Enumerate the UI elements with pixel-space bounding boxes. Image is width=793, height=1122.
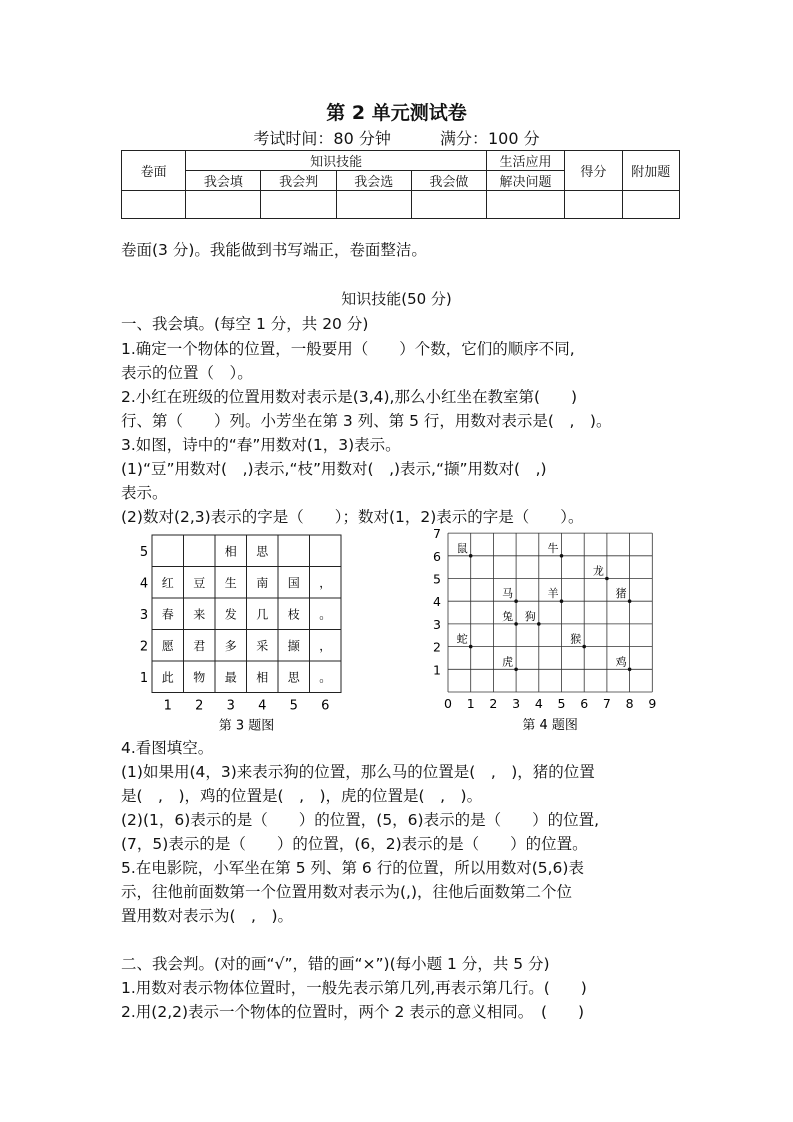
exam-time: 考试时间：80 分钟 — [253, 129, 391, 148]
fig4-y-label: 2 — [433, 639, 441, 655]
fig3-char: 采 — [256, 638, 269, 653]
score-cell[interactable] — [186, 191, 261, 219]
score-table — [121, 150, 680, 219]
question-line: 1.确定一个物体的位置，一般要用（ ）个数，它们的顺序不同, — [121, 340, 575, 358]
fig3-char: 最 — [224, 670, 237, 685]
fig4-point — [628, 668, 632, 672]
fig4-y-label: 6 — [433, 548, 441, 564]
question-line: 2.小红在班级的位置用数对表示是(3,4),那么小红坐在教室第( ) — [121, 388, 578, 406]
sub-header: 我会填 — [186, 171, 261, 191]
fig3-char: 相 — [224, 544, 237, 559]
fig4-y-label: 5 — [433, 571, 441, 587]
fig3-col-label: 4 — [258, 698, 267, 714]
fig3-char: 愿 — [161, 638, 174, 653]
fig4-animal-label: 龙 — [592, 564, 604, 578]
question-line: 表示。 — [121, 484, 168, 502]
fig3-content — [140, 535, 341, 734]
fig3-char: 。 — [319, 670, 332, 685]
fig3-char: 此 — [161, 670, 174, 685]
zhishi-header: 知识技能 — [186, 151, 487, 171]
score-cell[interactable] — [336, 191, 411, 219]
fig3-char: 南 — [256, 575, 269, 590]
fig3-row-label: 2 — [139, 639, 149, 655]
score-cell[interactable] — [565, 191, 622, 219]
fig4-y-label: 3 — [433, 616, 441, 632]
question-line: 置用数对表示为( , )。 — [121, 907, 294, 925]
fig4-point — [560, 554, 564, 558]
sub-header: 解决问题 — [487, 171, 565, 191]
fig4-animal-label: 狗 — [524, 609, 536, 623]
fig4-x-label: 2 — [489, 696, 498, 711]
fig4-animal-label: 马 — [502, 587, 514, 601]
fig4-animal-label: 牛 — [547, 541, 559, 555]
question-line: 1.用数对表示物体位置时，一般先表示第几列,再表示第几行。( ) — [121, 979, 587, 997]
fig4-point — [582, 645, 586, 649]
score-cell[interactable] — [122, 191, 186, 219]
section-title: 知识技能(50 分) — [341, 290, 452, 308]
question-line: 5.在电影院，小军坐在第 5 列、第 6 行的位置，所以用数对(5,6)表 — [121, 859, 584, 877]
full-score: 满分：100 分 — [439, 129, 540, 148]
fig4-x-label: 8 — [625, 696, 634, 711]
fig3-char: 多 — [224, 638, 237, 653]
fig3-char: 国 — [287, 575, 300, 590]
question-line: (2)(1，6)表示的是（ ）的位置，(5，6)表示的是（ ）的位置, — [121, 811, 600, 829]
fig4-animal-label: 蛇 — [456, 632, 468, 646]
fig3-char: ， — [319, 638, 332, 653]
fig3-col-label: 2 — [195, 698, 204, 714]
fig4-animal-grid — [425, 528, 675, 735]
sub-header: 我会做 — [411, 171, 486, 191]
fujia-header: 附加题 — [622, 151, 679, 191]
fig3-char: 生 — [224, 575, 237, 590]
sub-header: 我会选 — [336, 171, 411, 191]
fig3-char: 几 — [256, 607, 269, 622]
fig4-animal-label: 鸡 — [615, 655, 627, 669]
fig3-char: 豆 — [193, 575, 206, 590]
shenghuo-header: 生活应用 — [487, 151, 565, 171]
fig3-caption: 第 3 题图 — [218, 718, 275, 734]
defen-header: 得分 — [565, 151, 622, 191]
fig3-char: 相 — [256, 670, 269, 685]
fig4-point — [605, 577, 609, 581]
fig3-char: ， — [319, 575, 332, 590]
question-line: 4.看图填空。 — [121, 739, 214, 757]
fig4-point — [514, 668, 518, 672]
question-line: 2.用(2,2)表示一个物体的位置时，两个 2 表示的意义相同。 ( ) — [121, 1003, 585, 1021]
fig3-row-label: 4 — [139, 576, 149, 592]
fig4-y-label: 1 — [433, 662, 441, 678]
fig3-col-label: 3 — [226, 698, 235, 714]
question-line: 3.如图，诗中的“春”用数对(1，3)表示。 — [121, 436, 401, 454]
fig4-point — [514, 622, 518, 626]
question-line: (7，5)表示的是（ ）的位置，(6，2)表示的是（ ）的位置。 — [121, 835, 588, 853]
exam-info — [0, 126, 793, 149]
fig3-char: 枝 — [287, 607, 300, 622]
fig3-col-label: 5 — [289, 698, 298, 714]
fig3-char: 撷 — [287, 638, 300, 653]
fig4-point — [469, 645, 473, 649]
score-cell[interactable] — [411, 191, 486, 219]
fig4-point — [469, 554, 473, 558]
fig4-animal-label: 猪 — [615, 587, 627, 601]
fig3-col-label: 1 — [163, 698, 172, 714]
fig3-col-label: 6 — [321, 698, 330, 714]
fig3-row-label: 5 — [139, 544, 149, 560]
question-line: 表示的位置（ ）。 — [121, 364, 253, 382]
fig4-x-label: 5 — [557, 696, 566, 711]
fig4-x-label: 3 — [512, 696, 521, 711]
fig4-animal-label: 羊 — [547, 587, 559, 601]
fig4-animal-label: 鼠 — [456, 541, 468, 555]
question-line: (2)数对(2,3)表示的字是（ ）；数对(1，2)表示的字是（ ）。 — [121, 508, 584, 526]
fig3-char: 。 — [319, 607, 332, 622]
fig3-char: 思 — [287, 670, 300, 685]
fig4-animal-label: 虎 — [502, 655, 514, 669]
sub-header: 我会判 — [261, 171, 336, 191]
part1-heading: 一、我会填。(每空 1 分，共 20 分) — [121, 315, 369, 333]
fig4-point — [560, 599, 564, 603]
fig3-row-label: 1 — [139, 670, 149, 686]
fig4-y-label: 4 — [433, 594, 441, 610]
fig4-x-label: 9 — [648, 696, 657, 711]
question-line: (1)“豆”用数对( ,)表示,“枝”用数对( ,)表示,“撷”用数对( ,) — [121, 460, 547, 478]
fig3-char: 红 — [161, 575, 174, 590]
question-line: (1)如果用(4，3)来表示狗的位置，那么马的位置是( , )，猪的位置 — [121, 763, 595, 781]
intro-text: 卷面(3 分)。我能做到书写端正，卷面整洁。 — [121, 241, 427, 259]
fig3-row-label: 3 — [139, 607, 149, 623]
score-cell[interactable] — [487, 191, 565, 219]
fig4-point — [537, 622, 541, 626]
page-title: 第 2 单元测试卷 — [326, 102, 467, 124]
fig3-char: 物 — [193, 670, 206, 685]
fig4-x-label: 6 — [580, 696, 589, 711]
fig4-y-label: 7 — [433, 528, 441, 542]
juanmian-header: 卷面 — [122, 151, 186, 191]
fig3-poem-grid — [130, 530, 360, 735]
fig3-char: 春 — [161, 607, 174, 622]
fig3-char: 君 — [193, 638, 206, 653]
score-cell[interactable] — [261, 191, 336, 219]
fig4-x-label: 0 — [444, 696, 452, 711]
fig4-point — [514, 599, 518, 603]
question-line: 示，往他前面数第一个位置用数对表示为(,)，往他后面数第二个位 — [121, 883, 573, 901]
fig4-content — [433, 528, 656, 733]
fig4-point — [628, 599, 632, 603]
fig4-animal-label: 猴 — [570, 632, 582, 646]
fig4-x-label: 7 — [602, 696, 611, 711]
question-line: 是( , )，鸡的位置是( , )，虎的位置是( , )。 — [121, 787, 483, 805]
question-line: 行、第（ ）列。小芳坐在第 3 列、第 5 行，用数对表示是( , )。 — [121, 412, 612, 430]
part2-heading: 二、我会判。(对的画“√”，错的画“×”)(每小题 1 分，共 5 分) — [121, 955, 550, 973]
fig4-animal-label: 兔 — [502, 609, 514, 623]
fig3-char: 发 — [224, 607, 237, 622]
fig3-char: 来 — [193, 607, 206, 622]
fig4-x-label: 1 — [466, 696, 475, 711]
fig4-x-label: 4 — [534, 696, 543, 711]
fig4-caption: 第 4 题图 — [522, 718, 578, 733]
fig3-char: 思 — [256, 544, 269, 559]
score-cell[interactable] — [622, 191, 679, 219]
